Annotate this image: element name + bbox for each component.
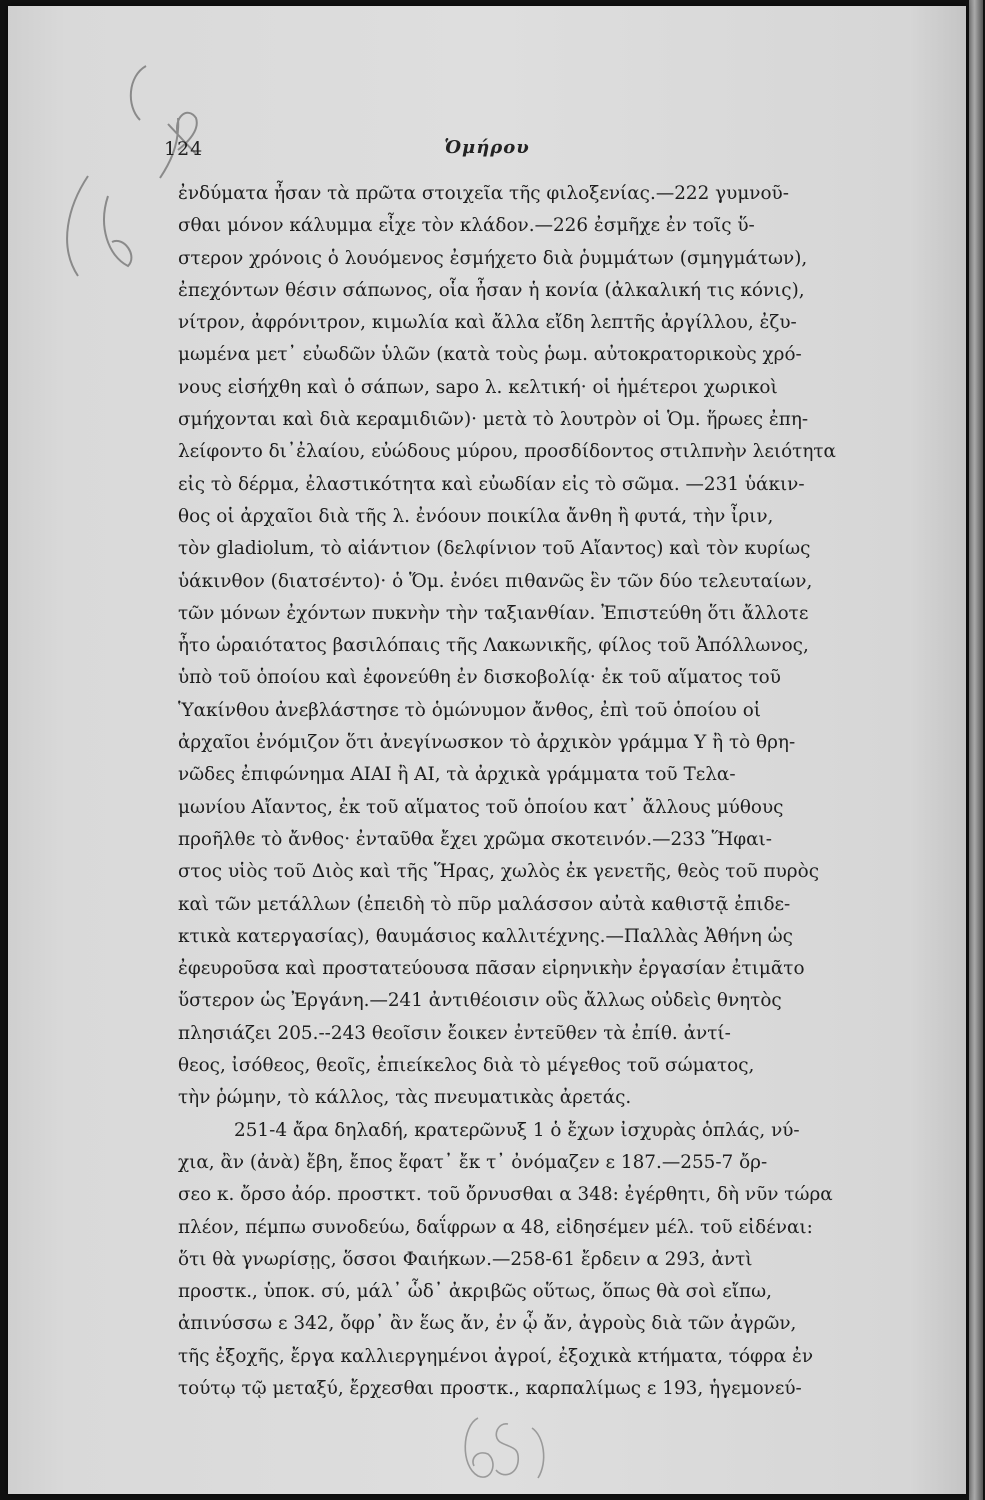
text-line: ἐφευροῦσα καὶ προστατεύουσα πᾶσαν εἰρηνικὴν ἐργασίαν ἐτιμᾶτο	[178, 958, 805, 980]
text-line: πλέον, πέμπω συνοδεύω, δαΐφρων α 48, εἰδησέμεν μέλ. τοῦ εἰδέναι:	[178, 1216, 813, 1238]
text-line: 251-4 ἄρα δηλαδή, κρατερῶνυξ 1 ὁ ἔχων ἰσχυρὰς ὁπλάς, νύ-	[234, 1119, 800, 1141]
text-line: προῆλθε τὸ ἄνθος· ἐνταῦθα ἔχει χρῶμα σκοτεινόν.—233 Ἥφαι-	[178, 828, 772, 850]
text-line: κτικὰ κατεργασίας), θαυμάσιος καλλιτέχνης.—Παλλὰς Ἀθήνη ὡς	[178, 925, 793, 947]
text-line: τῆς ἐξοχῆς, ἔργα καλλιεργημένοι ἀγροί, ἐξοχικὰ κτήματα, τόφρα ἐν	[178, 1345, 814, 1367]
library-stamp-icon	[448, 1406, 568, 1490]
text-line: πλησιάζει 205.--243 θεοῖσιν ἔοικεν ἐντεῦθεν τὰ ἐπίθ. ἀντί-	[178, 1022, 731, 1044]
text-line: χια, ἂν (ἀνὰ) ἔβη, ἔπος ἔφατ᾽ ἔκ τ᾽ ὀνόμαζεν ε 187.—255-7 ὄρ-	[178, 1151, 768, 1173]
text-line: νῶδες ἐπιφώνημα ΑΙΑΙ ἢ ΑΙ, τὰ ἀρχικὰ γράμματα τοῦ Τελα-	[178, 764, 736, 786]
text-line: ὕστερον ὡς Ἐργάνη.—241 ἀντιθέοισιν οὓς ἄλλως οὐδεὶς θνητὸς	[178, 990, 782, 1012]
text-line: ὅτι θὰ γνωρίσῃς, ὅσσοι Φαιήκων.—258-61 ἔρδειν α 293, ἀντὶ	[178, 1248, 753, 1270]
text-line: τὴν ῥώμην, τὸ κάλλος, τὰς πνευματικὰς ἀρετάς.	[178, 1087, 632, 1109]
text-line: ἐνδύματα ἦσαν τὰ πρῶτα στοιχεῖα τῆς φιλοξενίας.—222 γυμνοῦ-	[178, 183, 789, 204]
text-line: θος οἱ ἀρχαῖοι διὰ τῆς λ. ἐνόουν ποικίλα ἄνθη ἢ φυτά, τὴν ἶριν,	[178, 505, 774, 527]
text-line: νίτρον, ἀφρόνιτρον, κιμωλία καὶ ἄλλα εἴδη λεπτῆς ἀργίλλου, ἐζυ-	[178, 312, 797, 334]
page-header	[8, 134, 966, 160]
text-line: ὑάκινθον (διατσέντο)· ὁ Ὅμ. ἐνόει πιθανῶς ἓν τῶν δύο τελευταίων,	[178, 570, 813, 592]
text-line: σθαι μόνον κάλυμμα εἶχε τὸν κλάδον.—226 ἐσμῆχε ἐν τοῖς ὕ-	[178, 215, 755, 237]
paragraph	[178, 178, 966, 1115]
text-line: τὸν gladiolum, τὸ αἰάντιον (δελφίνιον τοῦ Αἴαντος) καὶ τὸν κυρίως	[178, 538, 811, 560]
text-line: σμήχονται καὶ διὰ κεραμιδιῶν)· μετὰ τὸ λουτρὸν οἱ Ὁμ. ἥρωες ἐπη-	[178, 409, 809, 431]
text-line: ἀρχαῖοι ἐνόμιζον ὅτι ἀνεγίνωσκον τὸ ἀρχικὸν γράμμα Υ ἢ τὸ θρη-	[178, 732, 796, 754]
text-line: θεος, ἰσόθεος, θεοῖς, ἐπιείκελος διὰ τὸ μέγεθος τοῦ σώματος,	[178, 1055, 755, 1077]
text-line: στος υἱὸς τοῦ Διὸς καὶ τῆς Ἥρας, χωλὸς ἐκ γενετῆς, θεὸς τοῦ πυρὸς	[178, 861, 819, 883]
text-line: ἀπινύσσω ε 342, ὄφρ᾽ ἂν ἕως ἄν, ἐν ᾧ ἄν, ἀγροὺς διὰ τῶν ἀγρῶν,	[178, 1313, 797, 1335]
text-line: ὑπὸ τοῦ ὁποίου καὶ ἐφονεύθη ἐν δισκοβολίᾳ· ἐκ τοῦ αἵματος τοῦ	[178, 667, 781, 689]
text-line: καὶ τῶν μετάλλων (ἐπειδὴ τὸ πῦρ μαλάσσον αὐτὰ καθιστᾷ ἐπιδε-	[178, 893, 791, 915]
text-line: τούτῳ τῷ μεταξύ, ἔρχεσθαι προστκ., καρπαλίμως ε 193, ἡγεμονεύ-	[178, 1377, 802, 1399]
text-line: ἐπεχόντων θέσιν σάπωνος, οἷα ἦσαν ἡ κονία (ἀλκαλική τις κόνις),	[178, 279, 805, 301]
text-line: μωμένα μετ᾽ εὐωδῶν ὑλῶν (κατὰ τοὺς ῥωμ. αὐτοκρατορικοὺς χρό-	[178, 344, 802, 366]
text-line: λείφοντο δι᾽ἐλαίου, εὐώδους μύρου, προσδίδοντος στιλπνὴν λειότητα	[178, 441, 836, 463]
text-line: ἦτο ὡραιότατος βασιλόπαις τῆς Λακωνικῆς, φίλος τοῦ Ἀπόλλωνος,	[178, 635, 809, 657]
text-line: νους εἰσήχθη καὶ ὁ σάπων, sapo λ. κελτική· οἱ ἡμέτεροι χωρικοὶ	[178, 376, 778, 398]
page-edge-shadow	[969, 0, 983, 1500]
running-head: Ὁμήρου	[444, 137, 530, 158]
text-line: εἰς τὸ δέρμα, ἐλαστικότητα καὶ εὐωδίαν εἰς τὸ σῶμα. —231 ὑάκιν-	[178, 473, 805, 495]
text-line: Ὑακίνθου ἀνεβλάστησε τὸ ὁμώνυμον ἄνθος, ἐπὶ τοῦ ὁποίου οἱ	[178, 699, 761, 721]
paper-sheet	[8, 6, 966, 1494]
text-line: προστκ., ὑποκ. σύ, μάλ᾽ ὧδ᾽ ἀκριβῶς οὕτως, ὅπως θὰ σοὶ εἴπω,	[178, 1281, 772, 1303]
text-line: στερον χρόνοις ὁ λουόμενος ἐσμήχετο διὰ ῥυμμάτων (σμηγμάτων),	[178, 247, 808, 269]
text-line: τῶν μόνων ἐχόντων πυκνὴν τὴν ταξιανθίαν. Ἐπιστεύθη ὅτι ἄλλοτε	[178, 602, 809, 624]
commentary-text	[178, 178, 966, 1405]
text-line: μωνίου Αἴαντος, ἐκ τοῦ αἵματος τοῦ ὁποίου κατ᾽ ἄλλους μύθους	[178, 796, 784, 818]
text-line: σεο κ. ὄρσο ἀόρ. προστκτ. τοῦ ὄρνυσθαι α 348: ἐγέρθητι, δὴ νῦν τώρα	[178, 1184, 833, 1206]
page-number: 124	[164, 138, 204, 160]
paragraph	[178, 1115, 966, 1406]
